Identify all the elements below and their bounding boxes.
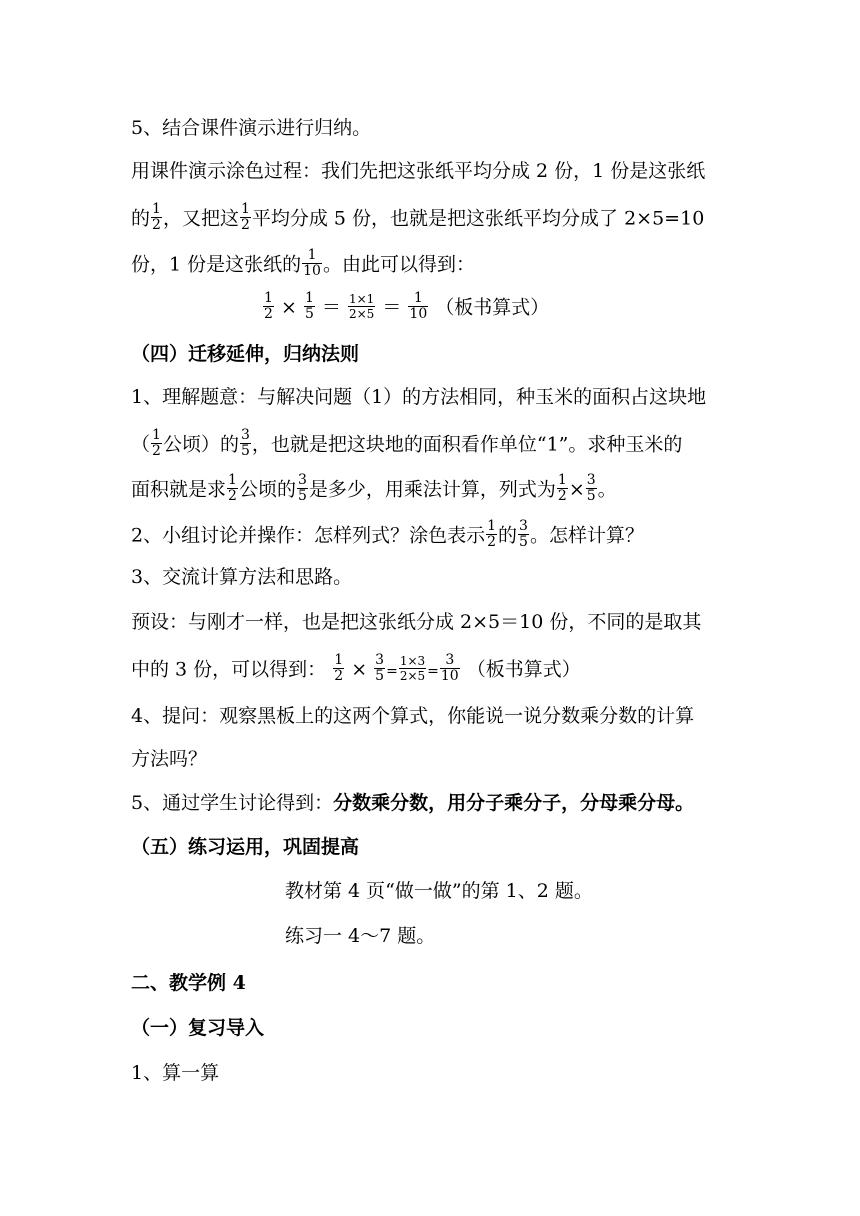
times-sign: ×	[280, 296, 297, 319]
section-5-heading: （五）练习运用，巩固提高	[131, 836, 360, 858]
p1-line-1: 1、理解题意：与解决问题（1）的方法相同，种玉米的面积占这块地	[131, 386, 707, 408]
equation-1: $\frac{1}{2}$ × $\frac{1}{5}$ ＝ $\frac{1\times 1}{2\times 5}$ ＝ $\frac{1}{10}$ （板书算式）	[264, 290, 550, 322]
preset-line-1: 预设：与刚才一样，也是把这张纸分成 2×5＝10 份，不同的是取其	[131, 611, 702, 633]
exercise-1: 教材第 4 页“做一做”的第 1、2 题。	[285, 880, 593, 902]
demo-line-2: 的 $\frac{1}{2}$ ，又把这 $\frac{1}{2}$ 平均分成 5 份，也就是把这张纸平均分成了 2×5=10	[131, 201, 705, 233]
fraction-half: $\frac{1}{2}$	[152, 201, 161, 233]
demo-line-3: 份，1 份是这张纸的 $\frac{1}{10}$ 。由此可以得到：	[131, 247, 475, 279]
p1-line-2: （ $\frac{1}{2}$ 公顷）的 $\frac{3}{5}$ ，也就是把这块地的面积看作单位“1”。求种玉米的	[131, 427, 683, 459]
fraction-half: $\frac{1}{2}$	[240, 201, 250, 233]
p3-line: 3、交流计算方法和思路。	[131, 566, 353, 588]
p2-line: 2、小组讨论并操作：怎样列式？涂色表示 $\frac{1}{2}$ 的 $\frac{3}{5}$ 。怎样计算？	[131, 518, 644, 550]
part-2-heading: 二、教学例 4	[131, 972, 246, 994]
demo-line-1: 用课件演示涂色过程：我们先把这张纸平均分成 2 份，1 份是这张纸	[131, 160, 706, 182]
preset-line-2: 中的 3 份，可以得到： $\frac{1}{2}$ × $\frac{3}{5}$ = $\frac{1\times 3}{2\times 5}$ = $\frac{3}{10}$ （板书算式）	[131, 652, 581, 684]
item5-heading: 5、结合课件演示进行归纳。	[131, 117, 372, 139]
p4-line-2: 方法吗？	[131, 748, 208, 770]
equals-sign: ＝	[382, 296, 402, 319]
exercise-2: 练习一 4～7 题。	[285, 925, 436, 947]
rule-text: 分数乘分数，用分子乘分子，分母乘分母。	[333, 792, 695, 814]
section-1-heading: （一）复习导入	[131, 1017, 265, 1039]
p1-line-3: 面积就是求 $\frac{1}{2}$ 公顷的 $\frac{3}{5}$ 是多少，用乘法计算，列式为 $\frac{1}{2}$ × $\frac{3}{5}$ 。	[131, 472, 617, 504]
p5-line: 5、通过学生讨论得到：分数乘分数，用分子乘分子，分母乘分母。	[131, 792, 695, 814]
p4-line-1: 4、提问：观察黑板上的这两个算式，你能说一说分数乘分数的计算	[131, 705, 695, 727]
calc-item: 1、算一算	[131, 1062, 220, 1084]
section-4-heading: （四）迁移延伸，归纳法则	[131, 343, 360, 365]
fraction-tenth: $\frac{1}{10}$	[303, 247, 321, 279]
equals-sign: ＝	[321, 296, 341, 319]
